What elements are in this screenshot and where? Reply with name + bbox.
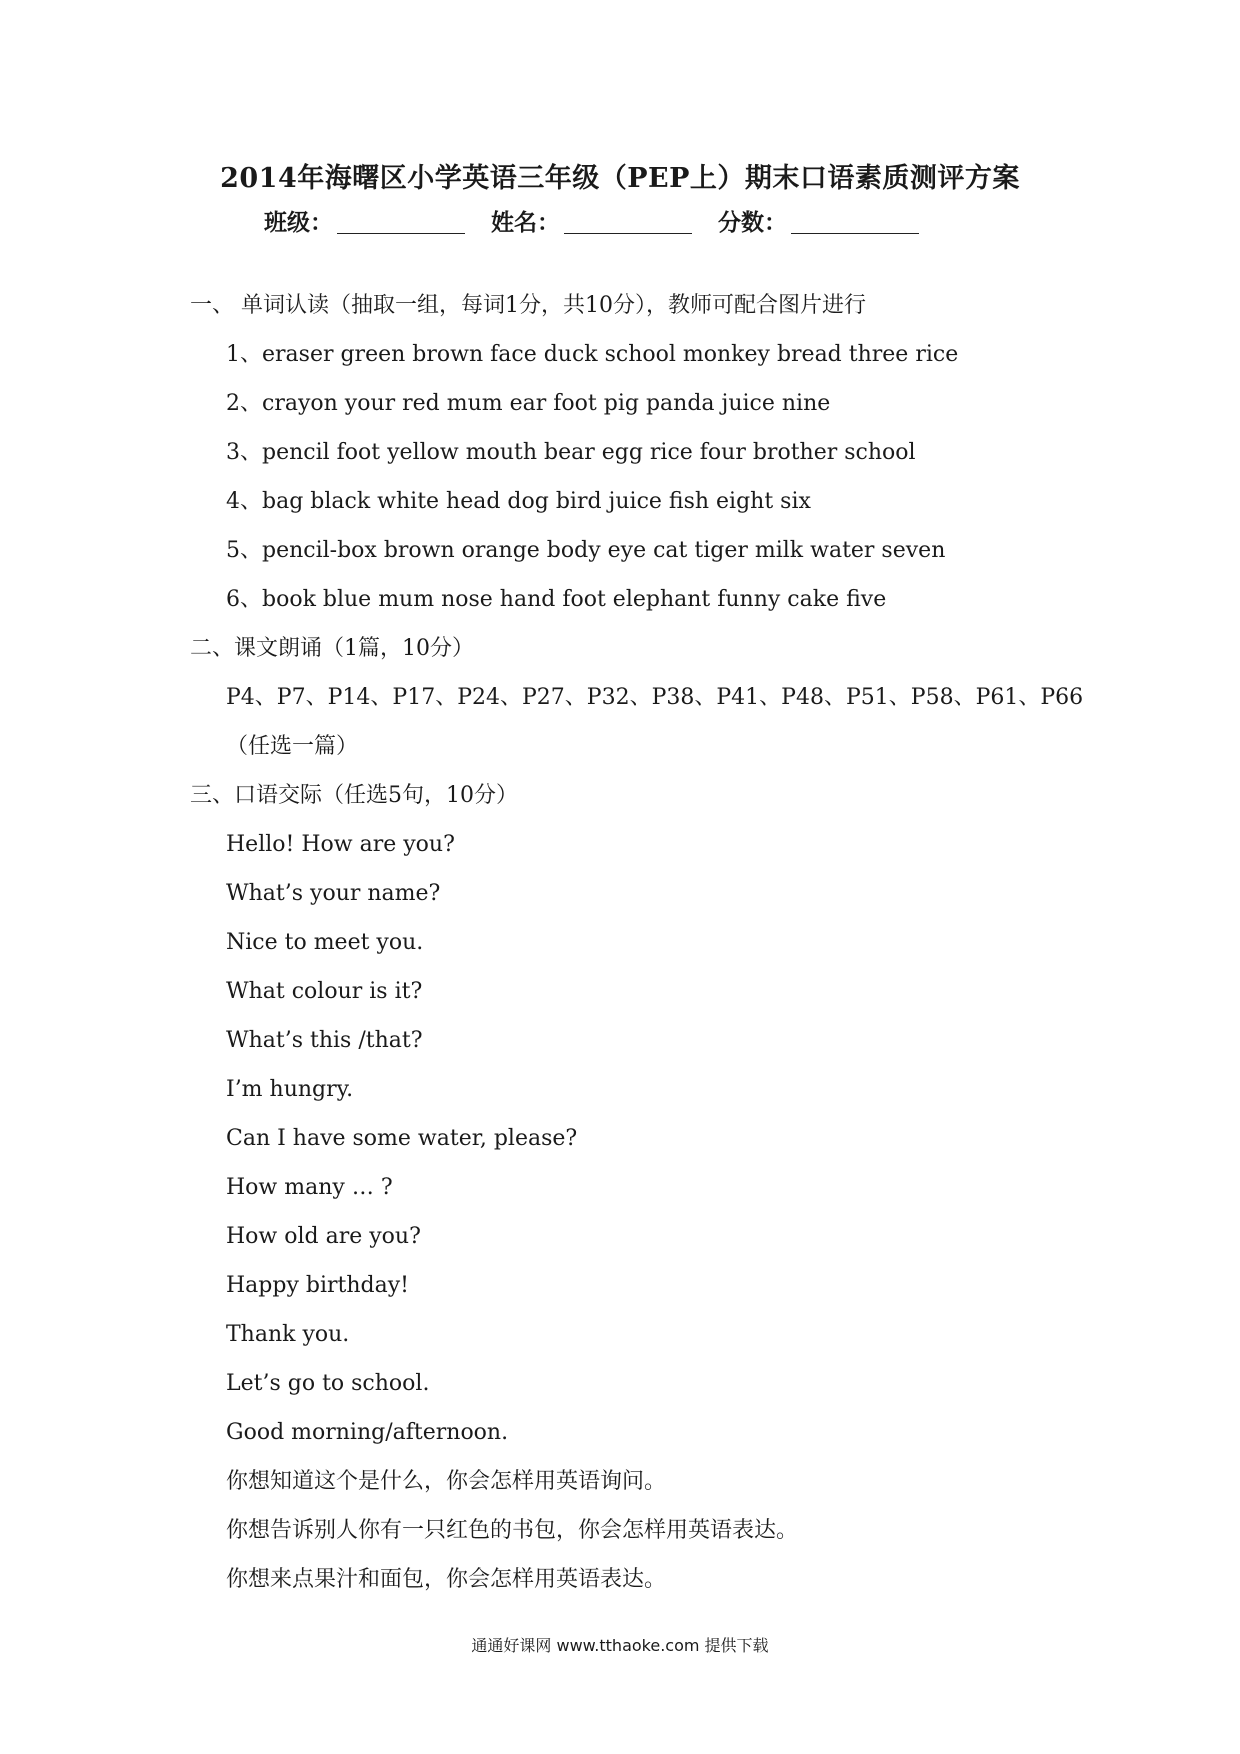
sentence-item: Good morning/afternoon. <box>226 1420 509 1445</box>
section2-heading: 二、课文朗诵（1篇，10分） <box>190 636 474 661</box>
score-label: 分数： <box>718 209 788 236</box>
sentence-item: Thank you. <box>226 1322 350 1347</box>
section1-heading: 一、 单词认读（抽取一组，每词1分，共10分），教师可配合图片进行 <box>190 293 866 318</box>
word-group-item: 1、eraser green brown face duck school monkey bread three rice <box>226 342 959 367</box>
sentence-item: 你想来点果汁和面包，你会怎样用英语表达。 <box>226 1567 667 1592</box>
class-blank <box>337 211 465 234</box>
sentence-item: I’m hungry. <box>226 1077 354 1102</box>
sentence-item: How many … ? <box>226 1175 393 1200</box>
class-label: 班级： <box>264 209 333 236</box>
reading-note: （任选一篇） <box>226 734 359 759</box>
sentence-item: What’s your name? <box>226 881 441 906</box>
word-group-item: 6、book blue mum nose hand foot elephant funny cake five <box>226 587 887 612</box>
score-blank <box>791 211 919 234</box>
name-field <box>491 204 700 237</box>
sentence-item: Let’s go to school. <box>226 1371 430 1396</box>
word-group-item: 4、bag black white head dog bird juice fish eight six <box>226 489 811 514</box>
name-label: 姓名： <box>491 209 561 236</box>
section3-heading: 三、口语交际（任选5句，10分） <box>190 783 518 808</box>
word-group-item: 2、crayon your red mum ear foot pig panda juice nine <box>226 391 831 416</box>
sentence-item: 你想告诉别人你有一只红色的书包，你会怎样用英语表达。 <box>226 1518 799 1543</box>
sentence-item: Nice to meet you. <box>226 930 424 955</box>
sentence-item: What colour is it? <box>226 979 423 1004</box>
sentence-item: What’s this /that? <box>226 1028 423 1053</box>
student-info-row <box>264 204 937 237</box>
word-group-item: 3、pencil foot yellow mouth bear egg rice four brother school <box>226 440 916 465</box>
document-title: 2014年海曙区小学英语三年级（PEP上）期末口语素质测评方案 <box>220 163 1020 194</box>
sentence-item: Hello! How are you? <box>226 832 455 857</box>
word-group-item: 5、pencil-box brown orange body eye cat tiger milk water seven <box>226 538 946 563</box>
class-field <box>264 204 473 237</box>
name-blank <box>564 211 692 234</box>
sentence-item: How old are you? <box>226 1224 421 1249</box>
footer-source-note: 通通好课网 www.tthaoke.com 提供下载 <box>471 1636 769 1655</box>
sentence-item: Can I have some water, please? <box>226 1126 578 1151</box>
sentence-item: Happy birthday! <box>226 1273 410 1298</box>
sentence-item: 你想知道这个是什么，你会怎样用英语询问。 <box>226 1469 667 1494</box>
reading-pages: P4、P7、P14、P17、P24、P27、P32、P38、P41、P48、P51、P58、P61、P66 <box>226 685 1084 710</box>
score-field <box>718 204 927 237</box>
